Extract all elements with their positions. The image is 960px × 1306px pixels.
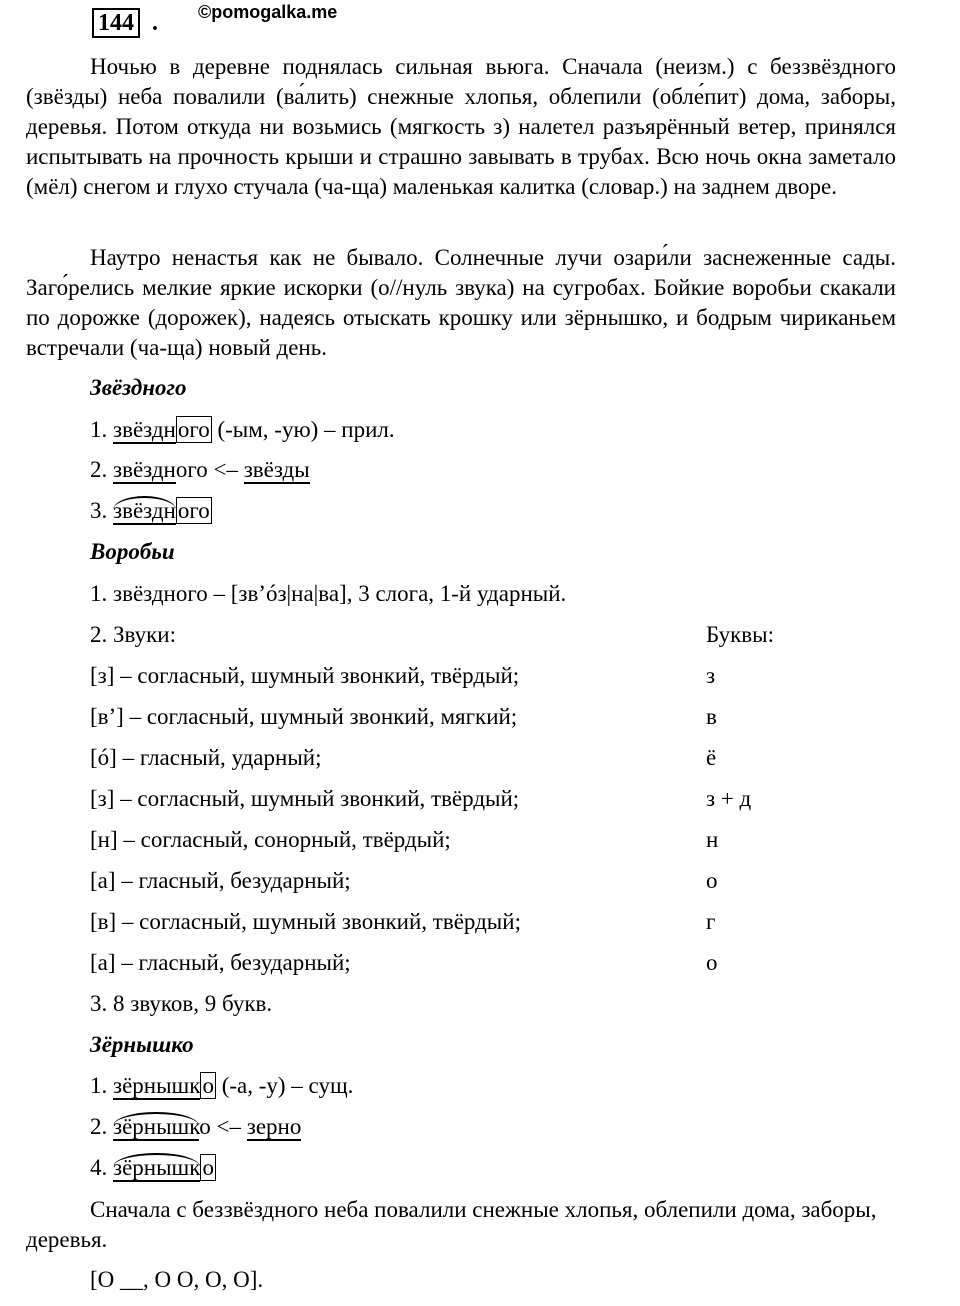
sound-row-8: [а] – гласный, безударный; [90,950,351,975]
sound-row-3: [ó] – гласный, ударный; [90,745,322,770]
line-prefix: 2. [90,1114,113,1139]
sound-row-1: [з] – согласный, шумный звонкий, твёрдый; [90,663,520,688]
text-paragraph-2 [26,243,896,363]
line-prefix: 1. [90,1073,113,1098]
section-heading-vorobi: Воробьи [90,539,175,564]
letter-row-2: в [706,704,717,729]
word-root-arc: звёздн [113,498,176,523]
sound-row-2: [в’] – согласный, шумный звонкий, мягкий; [90,704,518,729]
letter-row-5: н [706,827,719,852]
analysis-line-4 [90,1072,353,1100]
line-prefix: 3. [90,498,113,523]
analysis-line-1 [90,416,395,444]
analysis-line-5 [90,1113,301,1141]
text-paragraph-1 [26,52,896,202]
word-root-arc: зёрнышк [113,1155,201,1180]
line-prefix: 1. [90,417,113,442]
letter-row-4: з + д [706,786,752,811]
sounds-label: 2. Звуки: [90,622,176,647]
word-ending: ого [175,457,208,482]
copyright-label: ©pomogalka.me [198,2,338,22]
analysis-line-6 [90,1154,216,1182]
final-sentence: Сначала с беззвёздного неба повалили снежные хлопья, облепили дома, заборы, деревья. [26,1197,877,1252]
word-ending: ого [177,417,210,442]
sound-row-7: [в] – согласный, шумный звонкий, твёрдый; [90,909,521,934]
line-rest: (-ым, -ую) – прил. [211,417,395,442]
word-ending: о [202,1155,214,1180]
source-word: зерно [246,1114,302,1139]
word-stem: зёрнышк [113,1073,201,1098]
letters-label: Буквы: [706,622,775,647]
source-word: звёзды [243,457,310,482]
analysis-line-3 [90,497,212,525]
letter-row-1: з [706,663,716,688]
sound-row-5: [н] – согласный, сонорный, твёрдый; [90,827,451,852]
word-stem: звёздн [113,417,176,442]
analysis-line-2 [90,456,310,484]
exercise-header [86,2,686,40]
line-rest: (-а, -у) – сущ. [215,1073,354,1098]
exercise-number-dot: . [152,10,158,36]
word-stem: звёздн [113,457,176,482]
paragraph-2-text: Наутро ненастья как не бывало. Солнечные лучи озари́ли заснеженные сады. Заго́релись мелкие яркие искорки (о//нуль звука) на сугробах. Бойкие воробьи скакали по дорожке (дорожек), надеясь отыскать крошку или зёрнышко, и бодрым чириканьем встречали (ча-ща) новый день. [26,245,896,360]
line-prefix: 4. [90,1155,113,1180]
letter-row-8: о [706,950,718,975]
sentence-scheme: [О __, О О, О, О]. [90,1267,264,1292]
exercise-number: 144 [92,8,140,38]
letter-row-6: о [706,868,718,893]
sound-row-6: [а] – гласный, безударный; [90,868,351,893]
letter-row-3: ё [706,745,717,770]
sound-summary: 3. 8 звуков, 9 букв. [90,991,273,1016]
syllable-line: 1. звёздного – [зв’óз|на|ва], 3 слога, 1-й ударный. [90,581,567,606]
paragraph-1-text: Ночью в деревне поднялась сильная вьюга. Сначала (неизм.) с беззвёздного (звёзды) неба повалили (ва́лить) снежные хлопья, облепили (обле́пит) дома, заборы, деревья. Потом откуда ни возьмись (мягкость з) налетел разъярённый ветер, принялся испытывать на прочность крыши и страшно завывать в трубах. Всю ночь окна заметало (мёл) снегом и глухо стучала (ча-ща) маленькая калитка (словар.) на заднем дворе. [26,54,896,199]
derivation-arrow: <– [207,457,244,482]
derivation-arrow: <– [210,1114,247,1139]
sound-row-4: [з] – согласный, шумный звонкий, твёрдый; [90,786,520,811]
letter-row-7: г [706,909,716,934]
word-ending: о [199,1114,211,1139]
line-prefix: 2. [90,457,113,482]
word-stem: зёрнышк [113,1114,200,1139]
word-ending: о [202,1073,214,1098]
section-heading-zvezdnogo: Звёздного [90,375,187,400]
section-heading-zernyshko: Зёрнышко [90,1032,194,1057]
word-ending: ого [177,498,210,523]
